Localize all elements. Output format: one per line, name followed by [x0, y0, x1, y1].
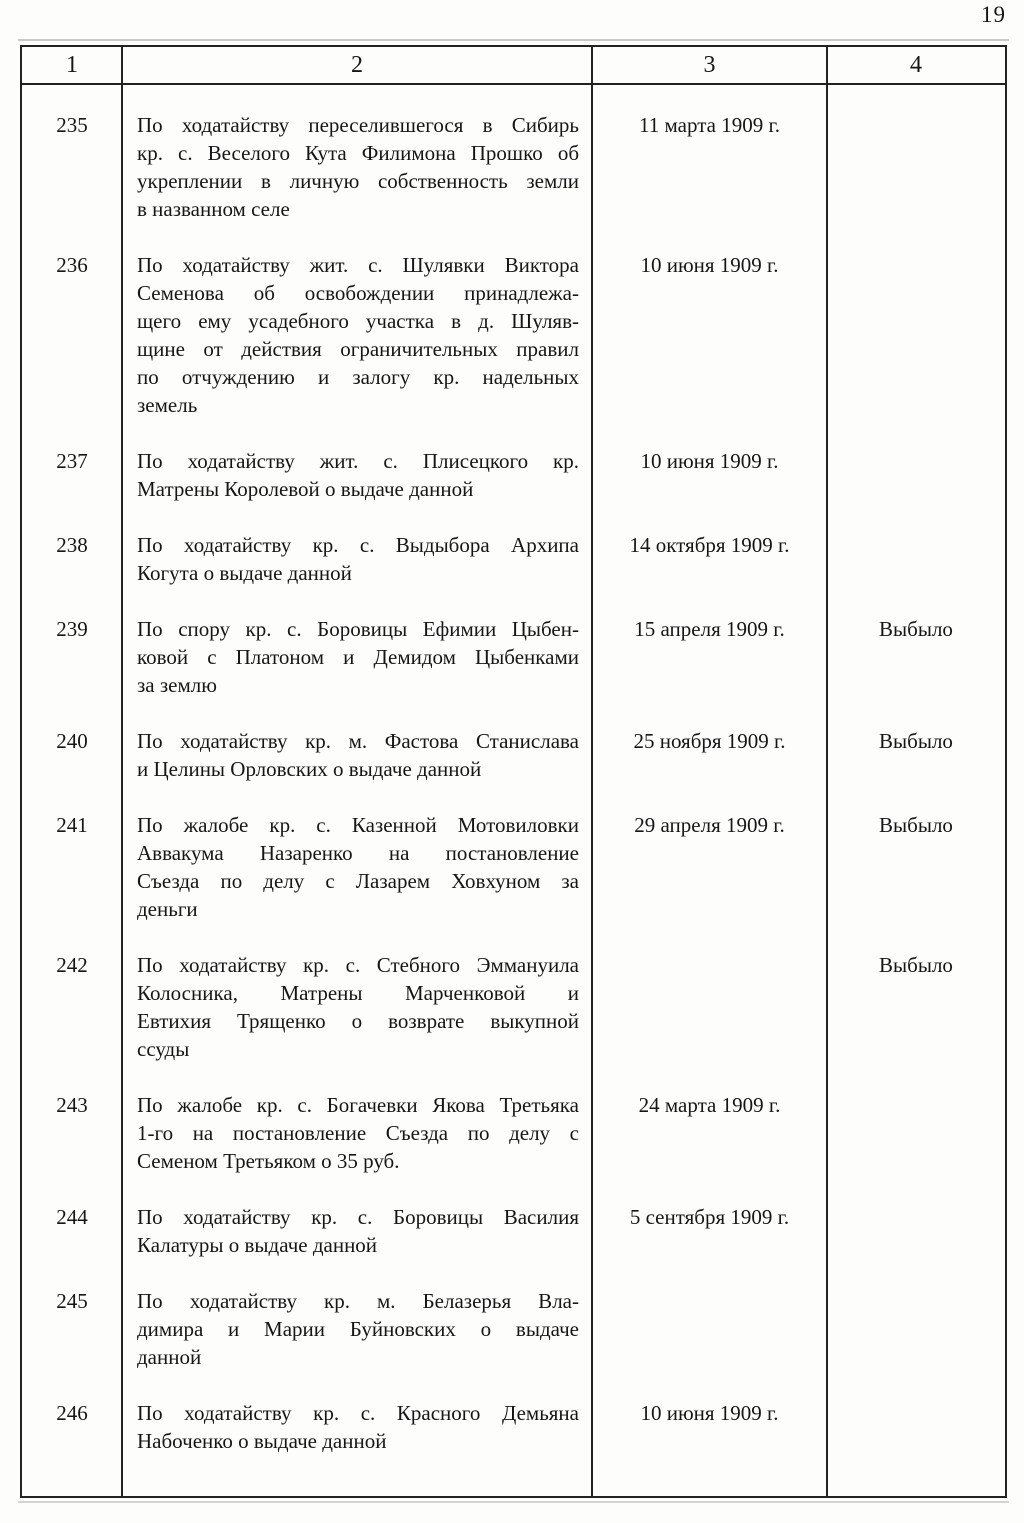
column-header-1: 1: [66, 51, 78, 78]
case-number: 240: [56, 729, 88, 753]
case-description-line: 1-го на постановление Съезда по делу с: [137, 1121, 579, 1145]
case-description-line: По жалобе кр. с. Богачевки Якова Третьяка: [137, 1093, 579, 1117]
case-description-line: димира и Марии Буйновских о выдаче: [137, 1317, 579, 1341]
case-number: 237: [56, 449, 88, 473]
case-number: 238: [56, 533, 88, 557]
case-date: 24 марта 1909 г.: [638, 1093, 781, 1117]
case-date: 10 июня 1909 г.: [640, 253, 779, 277]
case-description-line: укреплении в личную собственность земли: [137, 169, 579, 193]
case-date: 25 ноября 1909 г.: [633, 729, 786, 753]
case-date: 29 апреля 1909 г.: [634, 813, 785, 837]
case-description-line: Матрены Королевой о выдаче данной: [137, 477, 474, 501]
column-header-4: 4: [910, 51, 922, 78]
case-description-line: и Целины Орловских о выдаче данной: [137, 757, 482, 781]
case-status: Выбыло: [879, 813, 953, 837]
case-status: [827, 111, 1005, 139]
case-status: Выбыло: [879, 729, 953, 753]
case-description-line: По жалобе кр. с. Казенной Мотовиловки: [137, 813, 579, 837]
case-description-line: По спору кр. с. Боровицы Ефимии Цыбен-: [137, 617, 579, 641]
table-header-row: [22, 47, 1005, 85]
case-status: [827, 1287, 1005, 1315]
case-description-line: ссуды: [137, 1037, 190, 1061]
case-description-line: Евтихия Трященко о возврате выкупной: [137, 1009, 579, 1033]
case-description-line: Калатуры о выдаче данной: [137, 1233, 378, 1257]
case-description-line: По ходатайству переселившегося в Сибирь: [137, 113, 579, 137]
case-date: 10 июня 1909 г.: [640, 449, 779, 473]
case-description: [122, 251, 592, 447]
case-description-line: в названном селе: [137, 197, 290, 221]
case-register-table: [20, 45, 1007, 1498]
case-description-line: Колосника, Матрены Марченковой и: [137, 981, 579, 1005]
case-description: [122, 1287, 592, 1399]
case-number: 243: [56, 1093, 88, 1117]
case-description: [122, 111, 592, 251]
case-number: 239: [56, 617, 88, 641]
case-description-line: за землю: [137, 673, 217, 697]
table-body: [22, 85, 1005, 1496]
case-description-line: Набоченко о выдаче данной: [137, 1429, 387, 1453]
case-description-line: кр. с. Веселого Кута Филимона Прошко об: [137, 141, 579, 165]
case-number: 244: [56, 1205, 88, 1229]
case-description-line: Семенова об освобождении принадлежа-: [137, 281, 579, 305]
case-status: Выбыло: [879, 617, 953, 641]
case-description-line: По ходатайству жит. с. Плисецкого кр.: [137, 449, 579, 473]
case-status: [827, 1203, 1005, 1231]
case-description-line: щего ему усадебного участка в д. Шуляв-: [137, 309, 579, 333]
case-description-line: данной: [137, 1345, 202, 1369]
case-date: 15 апреля 1909 г.: [634, 617, 785, 641]
case-description-line: земель: [137, 393, 198, 417]
case-number: 236: [56, 253, 88, 277]
case-description: [122, 615, 592, 727]
case-date: 14 октября 1909 г.: [629, 533, 790, 557]
case-description-line: По ходатайству кр. с. Стебного Эммануила: [137, 953, 579, 977]
case-description: [122, 531, 592, 615]
case-description-line: По ходатайству кр. м. Фастова Станислава: [137, 729, 579, 753]
case-description-line: По ходатайству кр. с. Боровицы Василия: [137, 1205, 579, 1229]
case-description-line: ковой с Платоном и Демидом Цыбенками: [137, 645, 579, 669]
case-description-line: Съезда по делу с Лазарем Ховхуном за: [137, 869, 579, 893]
case-date: 5 сентября 1909 г.: [629, 1205, 790, 1229]
case-description-line: Семеном Третьяком о 35 руб.: [137, 1149, 400, 1173]
column-header-2: 2: [351, 51, 363, 78]
case-description: [122, 447, 592, 531]
case-number: 241: [56, 813, 88, 837]
case-description-line: Аввакума Назаренко на постановление: [137, 841, 579, 865]
case-description-line: По ходатайству кр. с. Выдыбора Архипа: [137, 533, 579, 557]
case-description-line: по отчуждению и залогу кр. надельных: [137, 365, 579, 389]
case-date: 11 марта 1909 г.: [639, 113, 780, 137]
case-description-line: Когута о выдаче данной: [137, 561, 352, 585]
case-description-line: По ходатайству кр. с. Красного Демьяна: [137, 1401, 579, 1425]
case-number: 245: [56, 1289, 88, 1313]
case-description: [122, 951, 592, 1091]
case-status: [827, 1091, 1005, 1119]
case-description-line: щине от действия ограничительных правил: [137, 337, 579, 361]
case-status: [827, 251, 1005, 279]
case-number: 242: [56, 953, 88, 977]
case-description: [122, 811, 592, 951]
case-status: [827, 1399, 1005, 1427]
case-status: [827, 531, 1005, 559]
case-description: [122, 1091, 592, 1203]
case-date: [592, 1287, 827, 1315]
case-date: [592, 951, 827, 979]
case-status: [827, 447, 1005, 475]
page-number: 19: [981, 2, 1006, 27]
case-description-line: деньги: [137, 897, 198, 921]
case-description: [122, 1203, 592, 1287]
case-status: Выбыло: [879, 953, 953, 977]
column-header-3: 3: [703, 51, 716, 78]
case-number: 246: [56, 1401, 88, 1425]
case-number: 235: [56, 113, 88, 137]
case-description-line: По ходатайству жит. с. Шулявки Виктора: [137, 253, 579, 277]
case-date: 10 июня 1909 г.: [640, 1401, 779, 1425]
case-description: [122, 727, 592, 811]
case-description: [122, 1399, 592, 1483]
case-description-line: По ходатайству кр. м. Белазерья Вла-: [137, 1289, 579, 1313]
